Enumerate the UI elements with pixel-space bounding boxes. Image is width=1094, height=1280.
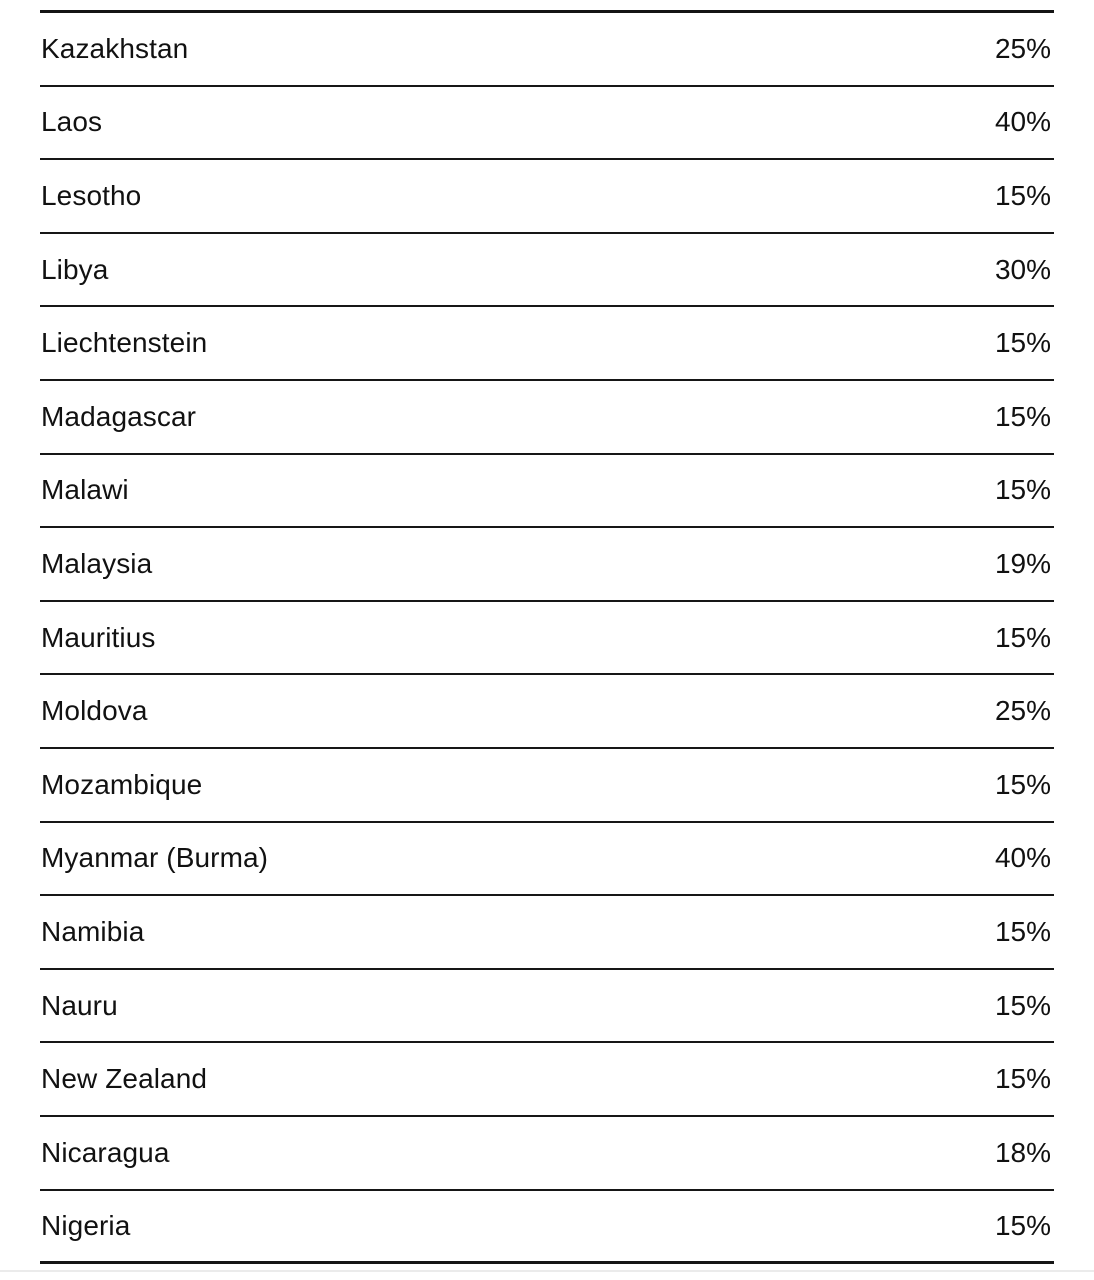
table-row — [40, 160, 1054, 234]
country-label: Madagascar — [41, 400, 197, 432]
table-row — [40, 675, 1054, 749]
country-label: Lesotho — [41, 179, 142, 211]
table-row — [40, 307, 1054, 381]
table-row — [40, 528, 1054, 602]
country-label: Liechtenstein — [41, 327, 208, 359]
table-row — [40, 381, 1054, 455]
table-row — [40, 234, 1054, 308]
country-label: Nicaragua — [41, 1136, 170, 1168]
table-row — [40, 87, 1054, 161]
country-label: Mozambique — [41, 768, 203, 800]
rate-value: 15% — [994, 915, 1051, 947]
country-label: Laos — [41, 106, 103, 138]
country-label: Nigeria — [41, 1209, 131, 1241]
country-label: Mauritius — [41, 621, 156, 653]
table-row — [40, 1043, 1054, 1117]
country-label: Malawi — [41, 474, 129, 506]
country-label: Kazakhstan — [41, 32, 189, 64]
table-row — [40, 896, 1054, 970]
table-row — [40, 1191, 1054, 1265]
table-row — [40, 823, 1054, 897]
rate-value: 15% — [994, 1209, 1051, 1241]
rate-value: 15% — [994, 474, 1051, 506]
table-row — [40, 13, 1054, 87]
country-label: Malaysia — [41, 547, 153, 579]
country-label: Nauru — [41, 989, 118, 1021]
tariff-table — [40, 10, 1054, 1264]
rate-value: 15% — [994, 768, 1051, 800]
rate-value: 25% — [994, 32, 1051, 64]
table-row — [40, 455, 1054, 529]
country-label: Moldova — [41, 695, 148, 727]
rate-value: 15% — [994, 1063, 1051, 1095]
rate-value: 15% — [994, 327, 1051, 359]
table-row — [40, 1117, 1054, 1191]
rate-value: 30% — [994, 253, 1051, 285]
country-label: Namibia — [41, 915, 145, 947]
country-label: New Zealand — [41, 1063, 208, 1095]
rate-value: 15% — [994, 989, 1051, 1021]
rate-value: 40% — [994, 842, 1051, 874]
rate-value: 15% — [994, 621, 1051, 653]
rate-value: 18% — [994, 1136, 1051, 1168]
rate-value: 15% — [994, 179, 1051, 211]
table-row — [40, 970, 1054, 1044]
country-label: Myanmar (Burma) — [41, 842, 269, 874]
page-bottom-faint-divider — [0, 1270, 1094, 1272]
table-row — [40, 602, 1054, 676]
country-label: Libya — [41, 253, 109, 285]
rate-value: 19% — [994, 547, 1051, 579]
rate-value: 25% — [994, 695, 1051, 727]
rate-value: 15% — [994, 400, 1051, 432]
table-row — [40, 749, 1054, 823]
rate-value: 40% — [994, 106, 1051, 138]
